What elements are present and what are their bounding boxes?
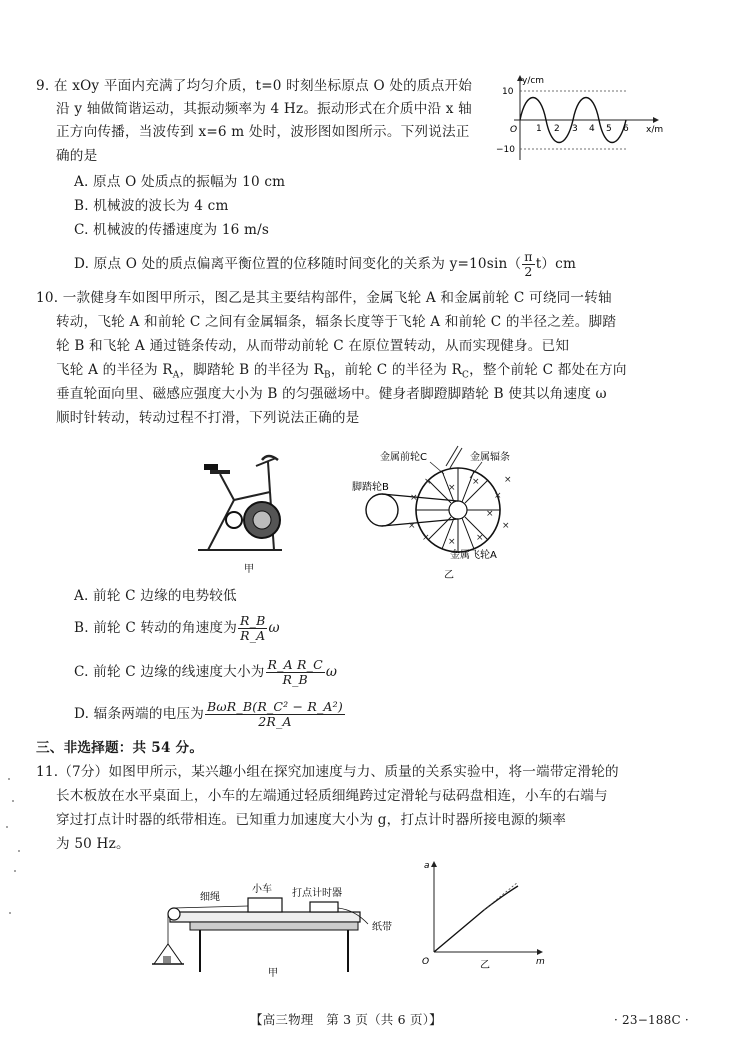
fig-jia-label-q11: 甲 — [268, 968, 278, 979]
svg-text:×: × — [410, 493, 418, 503]
q10-line4-d: ，整个前轮 C 都处在方向 — [469, 362, 627, 378]
q9-option-d — [74, 250, 576, 279]
graph-origin-q11: O — [422, 957, 430, 967]
graph-m-label: m — [536, 957, 545, 967]
q10-option-d — [74, 700, 346, 729]
fraction-numerator: BωR_B(R_C² − R_A²) — [207, 699, 343, 714]
graph-origin: O — [510, 125, 518, 135]
graph-x-label: x/m — [646, 125, 664, 135]
label-tape: 纸带 — [372, 922, 392, 933]
fig-yi-label-q11: 乙 — [480, 960, 490, 970]
svg-text:×: × — [502, 521, 510, 531]
q9-line3: 正方向传播，当波传到 x=6 m 处时，波形图如图所示。下列说法正 — [56, 124, 470, 140]
graph-y-bottom: −10 — [496, 145, 515, 155]
x-tick-3: 3 — [572, 124, 578, 134]
fraction-numerator: R_B — [240, 613, 266, 628]
graph-a-label: a — [424, 861, 430, 871]
label-pedal-wheel: 脚踏轮B — [352, 482, 389, 493]
x-tick-1: 1 — [536, 124, 542, 134]
fraction-denominator: R_B — [282, 672, 308, 687]
q10-option-c-text: C. 前轮 C 边缘的线速度大小为 — [74, 664, 265, 680]
q9-option-d-text: D. 原点 O 处的质点偏离平衡位置的位移随时间变化的关系为 y=10sin（ — [74, 256, 522, 272]
svg-text:×: × — [494, 491, 502, 501]
wheel-structure-figure — [352, 440, 532, 582]
wave-graph — [486, 72, 696, 164]
svg-text:×: × — [504, 475, 512, 485]
q10-line6: 顺时针转动，转动过程不打滑，下列说法正确的是 — [56, 410, 360, 426]
svg-text:×: × — [424, 477, 432, 487]
q10-line4-a: 飞轮 A 的半径为 R — [56, 362, 173, 378]
graph-y-label: y/cm — [522, 76, 545, 86]
q10-line5: 垂直轮面向里、磁感应强度大小为 B 的匀强磁场中。健身者脚蹬脚踏轮 B 使其以角速度 ω — [56, 386, 607, 402]
page-footer: 【高三物理 第 3 页（共 6 页）】 — [250, 1012, 442, 1027]
a-m-curve — [434, 886, 518, 952]
q11-line1: 11.（7分）如图甲所示，某兴趣小组在探究加速度与力、质量的关系实验中，将一端带定滑轮的 — [36, 764, 619, 780]
q10-option-a: A. 前轮 C 边缘的电势较低 — [74, 588, 237, 604]
x-tick-4: 4 — [589, 124, 595, 134]
fraction-denominator: 2 — [524, 264, 533, 279]
q10-option-c — [74, 658, 337, 687]
label-rope: 细绳 — [200, 892, 220, 903]
q10-option-b-omega: ω — [268, 620, 280, 636]
cart-apparatus-figure — [150, 872, 400, 982]
q10-option-b — [74, 614, 280, 643]
q9-option-a: A. 原点 O 处质点的振幅为 10 cm — [74, 174, 286, 190]
svg-text:×: × — [476, 533, 484, 543]
q11-line3: 穿过打点计时器的纸带相连。已知重力加速度大小为 g，打点计时器所接电源的频率 — [56, 812, 566, 828]
svg-text:×: × — [448, 483, 456, 493]
graph-y-top: 10 — [502, 87, 514, 97]
a-m-graph — [418, 854, 548, 970]
long-board — [170, 912, 360, 922]
label-cart: 小车 — [252, 884, 272, 895]
x-tick-6: 6 — [623, 124, 629, 134]
fig-yi-label: 乙 — [444, 570, 454, 581]
fraction-denominator: R_A — [240, 628, 266, 643]
exercise-bike-figure — [186, 440, 306, 576]
flywheel-a — [449, 501, 467, 519]
label-spoke: 金属辐条 — [470, 452, 510, 463]
q10-option-d-fraction — [205, 700, 345, 729]
q10-option-c-fraction — [266, 658, 325, 687]
q9-option-d-tail: t）cm — [535, 256, 577, 272]
q9-line1: 9. 在 xOy 平面内充满了均匀介质，t=0 时刻坐标原点 O 处的质点开始 — [36, 78, 473, 94]
q10-line4-c: ，前轮 C 的半径为 R — [330, 362, 463, 378]
svg-text:×: × — [422, 533, 430, 543]
fraction-numerator: R_A R_C — [267, 657, 323, 672]
fraction-denominator: 2R_A — [258, 714, 292, 729]
svg-text:×: × — [486, 509, 494, 519]
q9-option-d-fraction — [522, 250, 534, 279]
fraction-numerator: π — [524, 249, 533, 264]
q9-option-b: B. 机械波的波长为 4 cm — [74, 198, 229, 214]
q10-line4-b: ，脚踏轮 B 的半径为 R — [179, 362, 325, 378]
svg-text:×: × — [472, 477, 480, 487]
pulley — [168, 908, 180, 920]
q10-line4: 飞轮 A 的半径为 $R_A$，脚踏轮 B 的半径为 $R_B$，前轮 C 的半径为 $R_C$，整个前轮 C 都处在方向 — [56, 362, 627, 381]
q11-line2: 长木板放在水平桌面上，小车的左端通过轻质细绳跨过定滑轮与砝码盘相连，小车的右端与 — [56, 788, 608, 804]
q9-line2: 沿 y 轴做简谐运动，其振动频率为 4 Hz。振动形式在介质中沿 x 轴 — [56, 101, 472, 117]
label-flywheel: 金属飞轮A — [450, 550, 497, 561]
q10-line2: 转动，飞轮 A 和前轮 C 之间有金属辐条，辐条长度等于飞轮 A 和前轮 C 的半径之差。脚踏 — [56, 314, 617, 330]
q11-line4: 为 50 Hz。 — [56, 836, 130, 852]
q10-option-c-omega: ω — [325, 664, 338, 680]
section-3-heading: 三、非选择题：共 54 分。 — [36, 740, 204, 756]
exam-code: · 23−188C · — [614, 1013, 689, 1027]
fig-jia-label: 甲 — [244, 564, 254, 575]
x-tick-2: 2 — [554, 124, 560, 134]
q10-line3: 轮 B 和飞轮 A 通过链条传动，从而带动前轮 C 在原位置转动，从而实现健身。已知 — [56, 338, 570, 354]
q9-line4: 确的是 — [56, 148, 98, 164]
q9-option-c: C. 机械波的传播速度为 16 m/s — [74, 222, 270, 238]
cart — [248, 898, 282, 912]
timer — [310, 902, 338, 912]
q10-line1: 10. 一款健身车如图甲所示，图乙是其主要结构部件，金属飞轮 A 和金属前轮 C 可绕同一转轴 — [36, 290, 612, 306]
q10-option-b-fraction — [238, 614, 267, 643]
svg-text:×: × — [408, 521, 416, 531]
x-tick-5: 5 — [606, 124, 612, 134]
q10-option-d-text: D. 辐条两端的电压为 — [74, 706, 205, 722]
q10-option-b-text: B. 前轮 C 转动的角速度为 — [74, 620, 238, 636]
svg-text:×: × — [448, 537, 456, 547]
pedal-wheel-b — [366, 494, 398, 526]
label-front-wheel: 金属前轮C — [380, 452, 427, 463]
label-timer: 打点计时器 — [292, 888, 342, 899]
